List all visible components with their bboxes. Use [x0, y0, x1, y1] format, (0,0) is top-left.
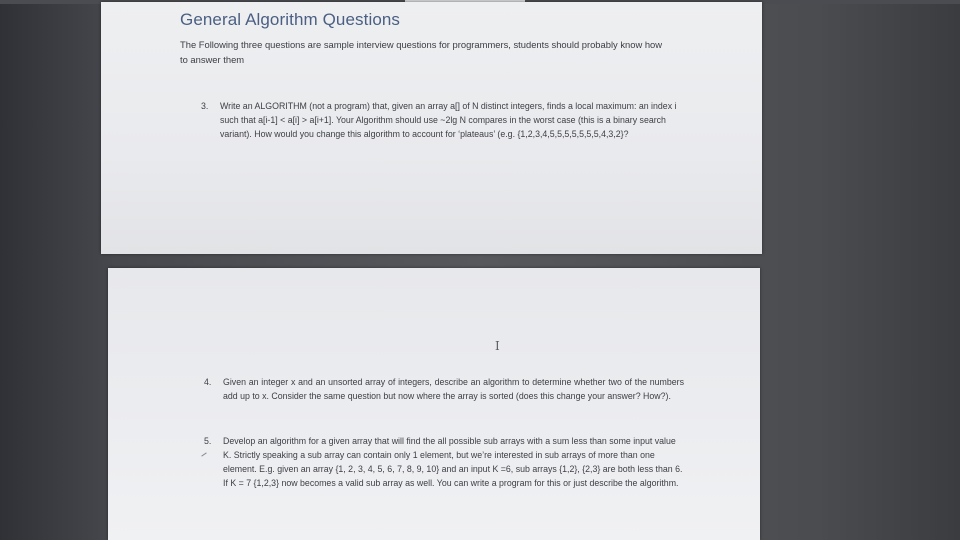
question-number: 5. [204, 436, 212, 446]
intro-paragraph: The Following three questions are sample interview questions for programmers, students should probably know how to answer them [180, 39, 663, 65]
question-3 [201, 99, 681, 141]
page-title: General Algorithm Questions [180, 10, 401, 29]
question-number: 3. [201, 101, 209, 111]
question-text: Given an integer x and an unsorted array of integers, describe an algorithm to determine whether two of the numbers add up to x. Consider the same question but now where the array is sorted (does this change your answer? How?). [223, 377, 684, 401]
question-text: Write an ALGORITHM (not a program) that, given an array a[] of N distinct integers, finds a local maximum: an index i such that a[i-1] < a[i] > a[i+1]. Your Algorithm should use ~2lg N compares in the worst case (this is a binary search variant). How would you change this algorithm to account for ‘plateaus’ (e.g. {1,2,3,4,5,5,5,5,5,5,5,4,3,2}? [220, 101, 677, 139]
question-5 [204, 434, 684, 490]
text-cursor-icon: I [495, 339, 500, 353]
question-text: Develop an algorithm for a given array that will find the all possible sub arrays with a sum less than some input value K. Strictly speaking a sub array can contain only 1 element, but we’re interested in sub arrays of more than one element. E.g. given an array {1, 2, 3, 4, 5, 6, 7, 8, 9, 10} and an input K =6, sub arrays {1,2}, {2,3} are both less than 6. If K = 7 {1,2,3} now becomes a valid sub array as well. You can write a program for this or just describe the algorithm. [223, 436, 683, 488]
document-page-2[interactable] [108, 268, 760, 540]
question-4 [204, 375, 684, 403]
document-page-1[interactable] [101, 2, 762, 254]
question-number: 4. [204, 377, 212, 387]
